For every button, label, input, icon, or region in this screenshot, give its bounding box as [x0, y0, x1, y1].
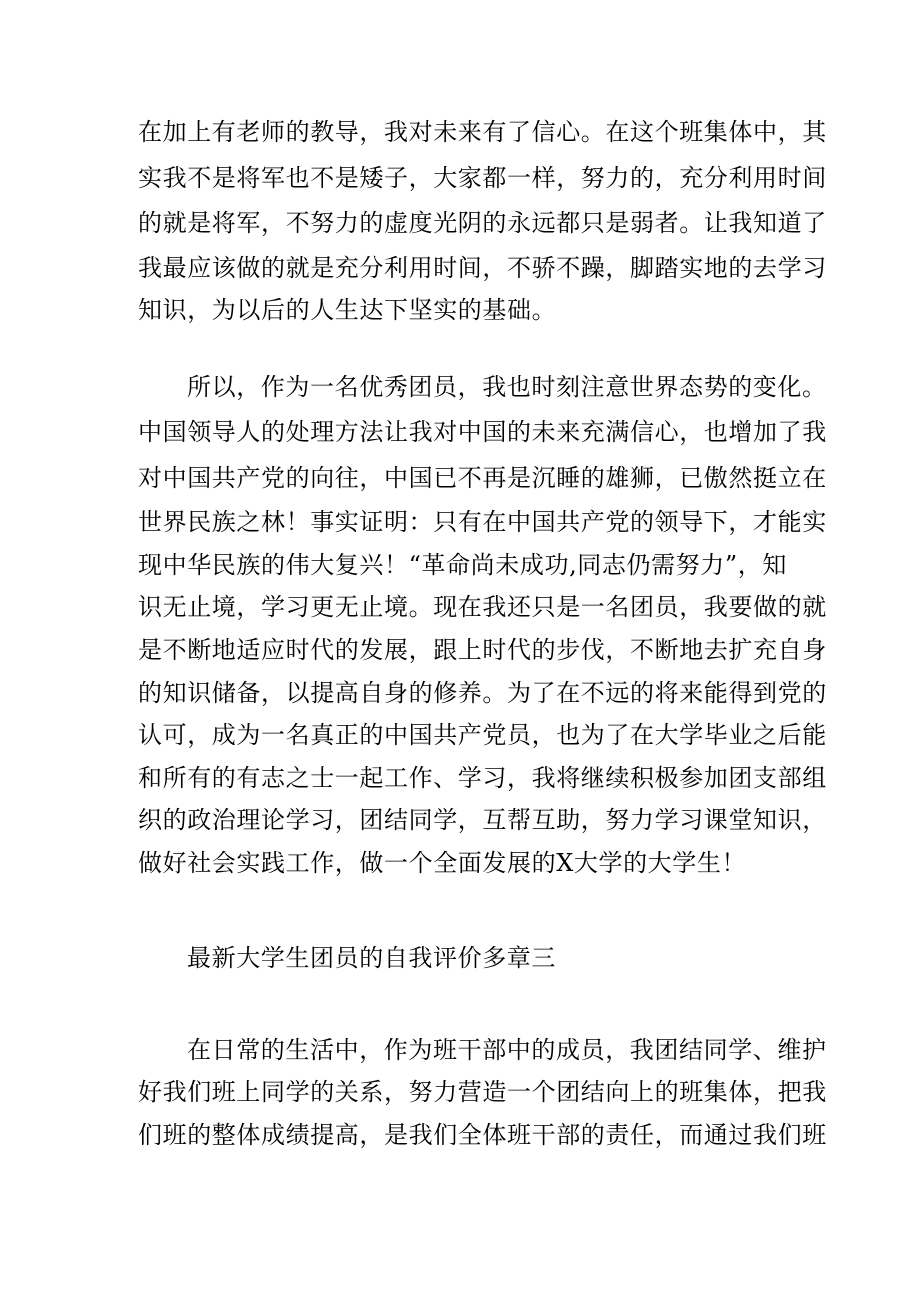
paragraph-1-line: 知识，为以后的人生达下坚实的基础。 — [138, 296, 557, 324]
paragraph-2-line: 识无止境，学习更无止境。现在我还只是一名团员，我要做的就 — [138, 593, 827, 621]
paragraph-2-line: 中国领导人的处理方法让我对中国的未来充满信心，也增加了我 — [138, 418, 827, 446]
paragraph-2-line: 的知识储备，以提高自身的修养。为了在不远的将来能得到党的 — [138, 679, 827, 707]
paragraph-2-line: 做好社会实践工作，做一个全面发展的X大学的大学生！ — [138, 849, 747, 877]
paragraph-2-line: 世界民族之林！事实证明：只有在中国共产党的领导下，才能实 — [138, 508, 827, 536]
paragraph-2-line: 现中华民族的伟大复兴！“革命尚未成功,同志仍需努力”，知 — [138, 551, 787, 579]
paragraph-2-line: 对中国共产党的向往，中国已不再是沉睡的雄狮，已傲然挺立在 — [138, 464, 827, 492]
paragraph-2-line: 织的政治理论学习，团结同学，互帮互助，努力学习课堂知识， — [138, 806, 827, 834]
paragraph-1-line: 实我不是将军也不是矮子，大家都一样，努力的，充分利用时间 — [138, 164, 827, 192]
paragraph-2-line: 和所有的有志之士一起工作、学习，我将继续积极参加团支部组 — [138, 764, 827, 792]
paragraph-1-line: 在加上有老师的教导，我对未来有了信心。在这个班集体中，其 — [138, 118, 827, 146]
paragraph-3-line: 在日常的生活中，作为班干部中的成员，我团结同学、维护 — [187, 1036, 827, 1064]
section-heading: 最新大学生团员的自我评价多章三 — [187, 944, 556, 972]
paragraph-3-line: 们班的整体成绩提高，是我们全体班干部的责任，而通过我们班 — [138, 1121, 827, 1149]
paragraph-2-line: 所以，作为一名优秀团员，我也时刻注意世界态势的变化。 — [187, 373, 827, 401]
paragraph-3-line: 好我们班上同学的关系，努力营造一个团结向上的班集体，把我 — [138, 1078, 827, 1106]
paragraph-2-line: 是不断地适应时代的发展，跟上时代的步伐，不断地去扩充自身 — [138, 636, 827, 664]
paragraph-1-line: 我最应该做的就是充分利用时间，不骄不躁，脚踏实地的去学习 — [138, 254, 827, 282]
paragraph-1-line: 的就是将军，不努力的虚度光阴的永远都只是弱者。让我知道了 — [138, 209, 827, 237]
paragraph-2-line: 认可，成为一名真正的中国共产党员，也为了在大学毕业之后能 — [138, 721, 827, 749]
